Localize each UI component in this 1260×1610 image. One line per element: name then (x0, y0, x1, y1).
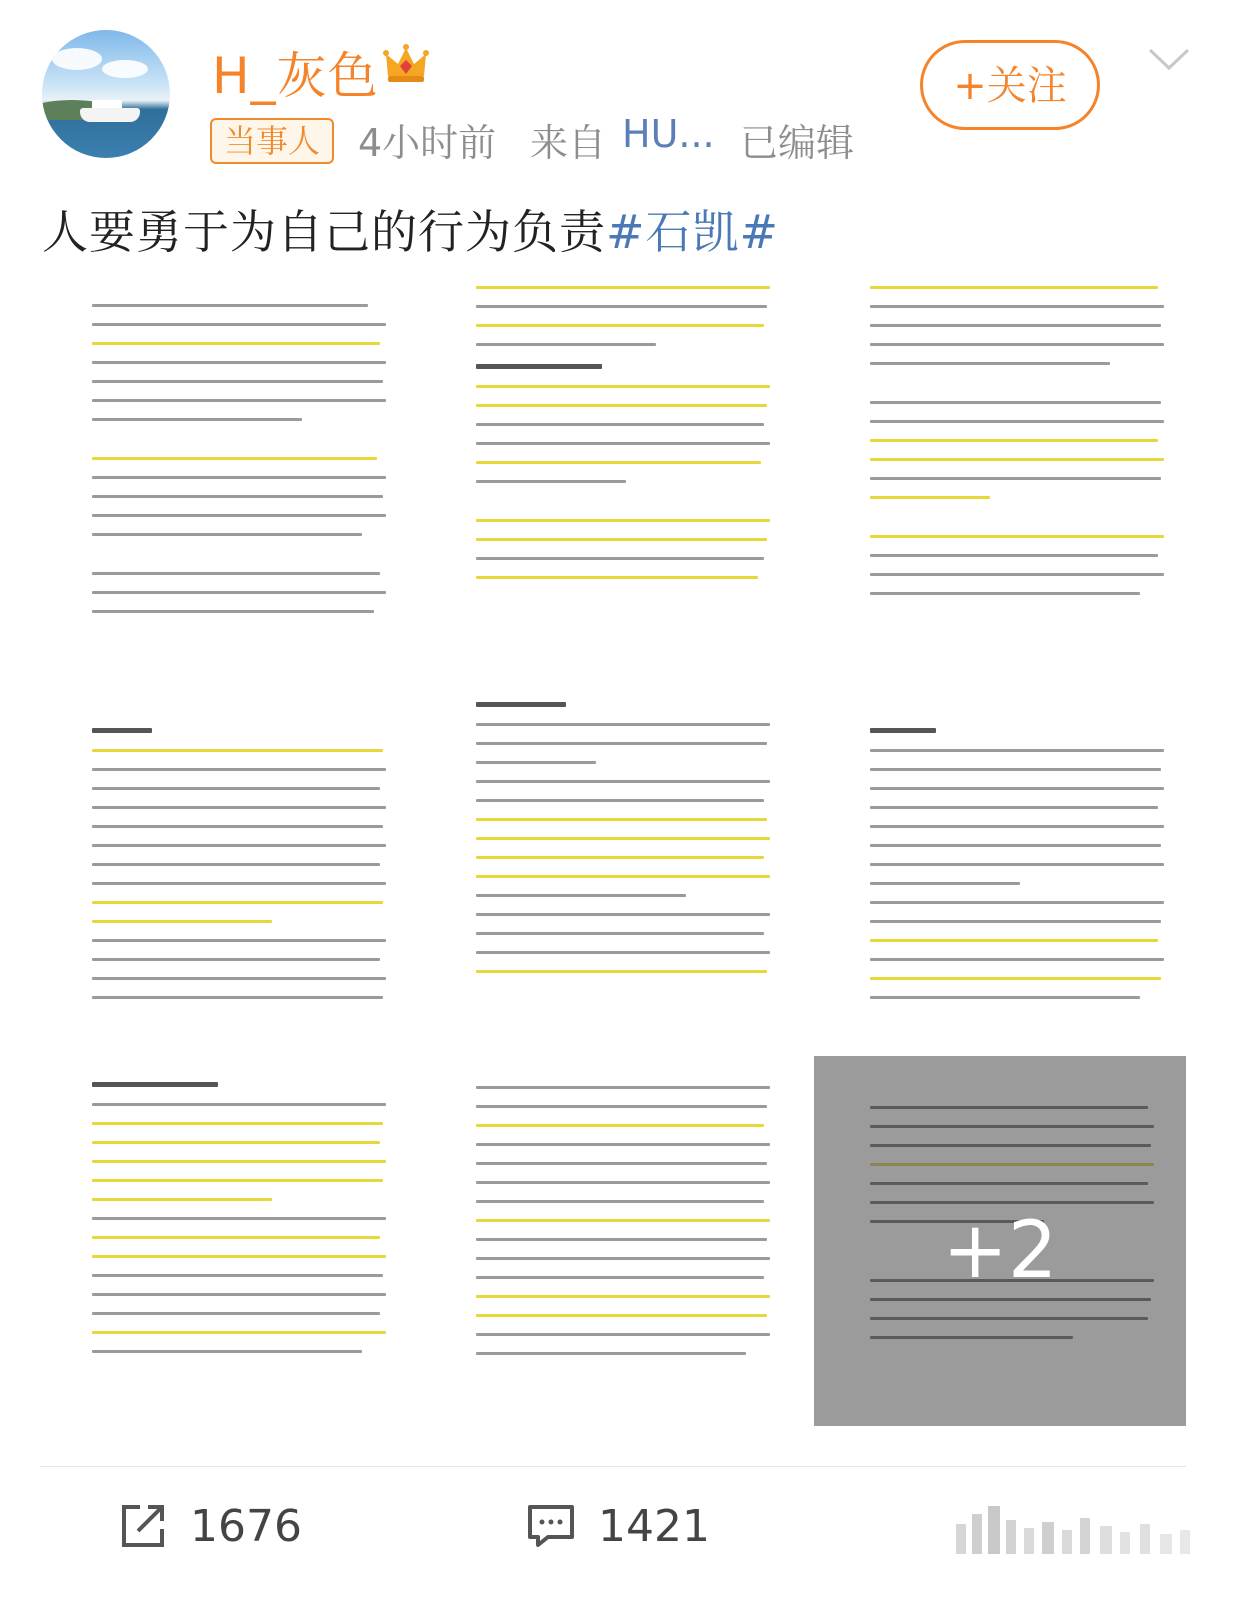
image-thumbnail-more[interactable] (814, 1056, 1186, 1426)
image-thumbnail[interactable] (42, 670, 414, 1042)
share-icon (118, 1501, 168, 1551)
avatar-boat (80, 108, 140, 122)
edited-label[interactable]: 已编辑 (740, 121, 855, 165)
document-page (92, 1064, 392, 1369)
hashtag-link[interactable]: #石凯# (606, 205, 780, 259)
image-thumbnail[interactable] (436, 670, 808, 1042)
image-thumbnail[interactable] (42, 1064, 414, 1436)
post-time: 4小时前 (358, 121, 497, 165)
document-page (476, 1086, 776, 1371)
image-thumbnail[interactable] (436, 276, 808, 648)
source-prefix: 来自 (530, 121, 607, 165)
repost-button[interactable] (118, 1496, 302, 1556)
username[interactable]: H_灰色 (212, 47, 379, 105)
image-thumbnail[interactable] (436, 1064, 808, 1436)
chevron-down-icon[interactable] (1146, 44, 1192, 76)
post-text (42, 196, 779, 262)
image-thumbnail[interactable] (42, 276, 414, 648)
like-button[interactable] (950, 1500, 1210, 1556)
status-badge: 当事人 (210, 118, 334, 164)
divider (40, 1466, 1186, 1467)
document-page (476, 286, 776, 595)
repost-count: 1676 (190, 1500, 302, 1552)
document-page (476, 684, 776, 989)
avatar[interactable] (42, 30, 170, 158)
post-body: 人要勇于为自己的行为负责 (42, 205, 606, 259)
avatar-cloud (52, 48, 102, 70)
follow-button[interactable]: +关注 (920, 40, 1100, 130)
avatar-cloud (102, 60, 148, 78)
image-thumbnail[interactable] (830, 276, 1202, 648)
comment-icon (526, 1501, 576, 1551)
comment-count: 1421 (598, 1500, 710, 1552)
document-page (870, 710, 1170, 1015)
crown-icon (382, 40, 430, 88)
comment-button[interactable] (526, 1496, 710, 1556)
source-device[interactable]: HU... (622, 112, 715, 156)
document-page (92, 304, 392, 629)
more-images-count: +2 (942, 1206, 1058, 1296)
document-page (870, 286, 1170, 611)
image-thumbnail[interactable] (830, 670, 1202, 1042)
document-page (92, 710, 392, 1015)
like-icon (950, 1500, 1210, 1556)
